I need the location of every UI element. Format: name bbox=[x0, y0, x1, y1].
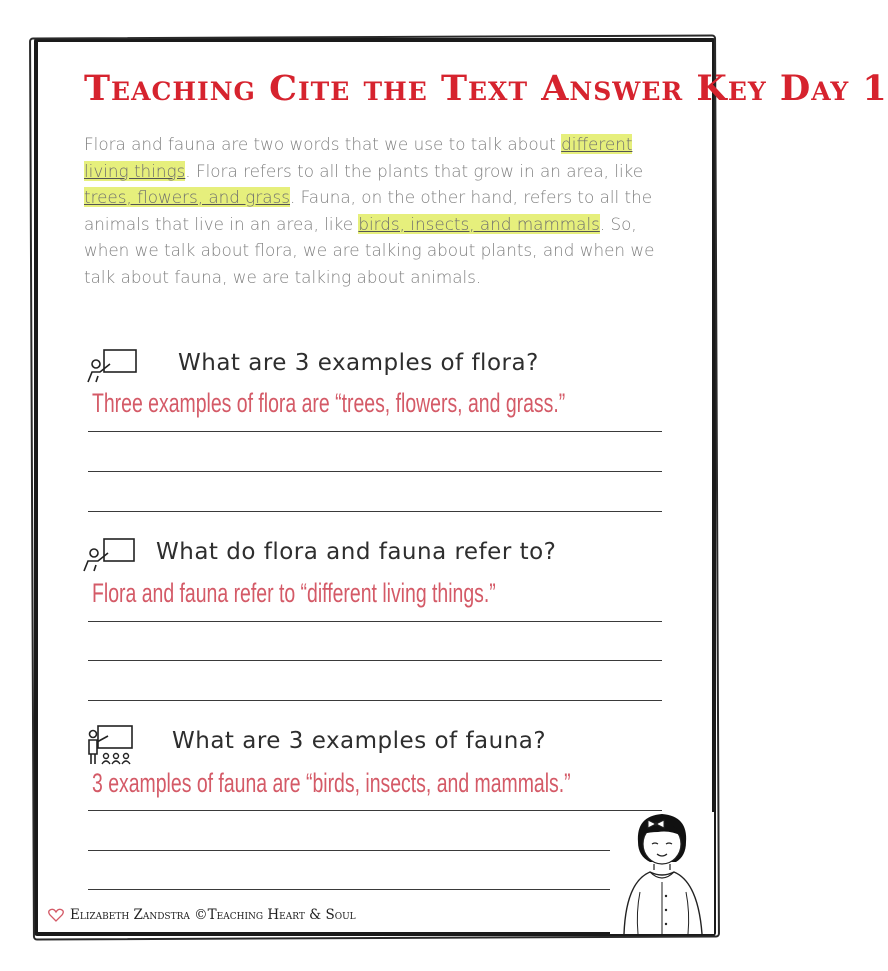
question-2 bbox=[84, 535, 674, 583]
footer-text: Elizabeth Zandstra ©Teaching Heart & Soul bbox=[70, 907, 356, 923]
passage-text: . Flora refers to all the plants that grow in an area, like bbox=[185, 160, 644, 181]
answer-line bbox=[88, 471, 662, 472]
answer-line bbox=[88, 511, 662, 512]
answer-line bbox=[88, 431, 662, 432]
teacher-with-class-icon bbox=[84, 724, 142, 768]
footer-credit bbox=[48, 907, 356, 923]
answer-line bbox=[88, 889, 662, 890]
answer-line bbox=[88, 621, 662, 622]
heart-icon bbox=[48, 908, 64, 922]
answer-text: Flora and fauna refer to “different living things.” bbox=[92, 578, 496, 608]
passage-text: . Fauna, on the other hand, refers to all the animals that live in an area, like bbox=[84, 187, 653, 234]
question-text: What are 3 examples of fauna? bbox=[172, 728, 547, 754]
highlighted-text: different living things bbox=[84, 134, 633, 181]
passage-text: Flora and fauna are two words that we use to talk about bbox=[84, 134, 562, 154]
question-3 bbox=[84, 724, 674, 772]
reading-passage bbox=[84, 131, 670, 291]
answer-line bbox=[88, 810, 662, 811]
teacher-at-board-icon bbox=[84, 535, 142, 575]
answer-text: Three examples of flora are “trees, flowers, and grass.” bbox=[92, 388, 566, 418]
girl-character-illustration bbox=[610, 812, 714, 934]
answer-line bbox=[88, 850, 662, 851]
passage-text: . So, when we talk about flora, we are talking about plants, and when we talk about fauna, we are talking about animals. bbox=[84, 213, 655, 287]
highlighted-text: birds, insects, and mammals bbox=[358, 213, 600, 234]
question-text: What are 3 examples of flora? bbox=[178, 350, 539, 376]
question-1 bbox=[84, 346, 674, 394]
teacher-at-board-icon bbox=[84, 346, 142, 386]
answer-line bbox=[88, 700, 662, 701]
page-title: Teaching Cite the Text Answer Key Day 1 bbox=[84, 68, 888, 109]
question-text: What do flora and fauna refer to? bbox=[156, 539, 557, 565]
answer-line bbox=[88, 660, 662, 661]
answer-text: 3 examples of fauna are “birds, insects, and mammals.” bbox=[92, 768, 571, 798]
highlighted-text: trees, flowers, and grass bbox=[84, 187, 291, 208]
